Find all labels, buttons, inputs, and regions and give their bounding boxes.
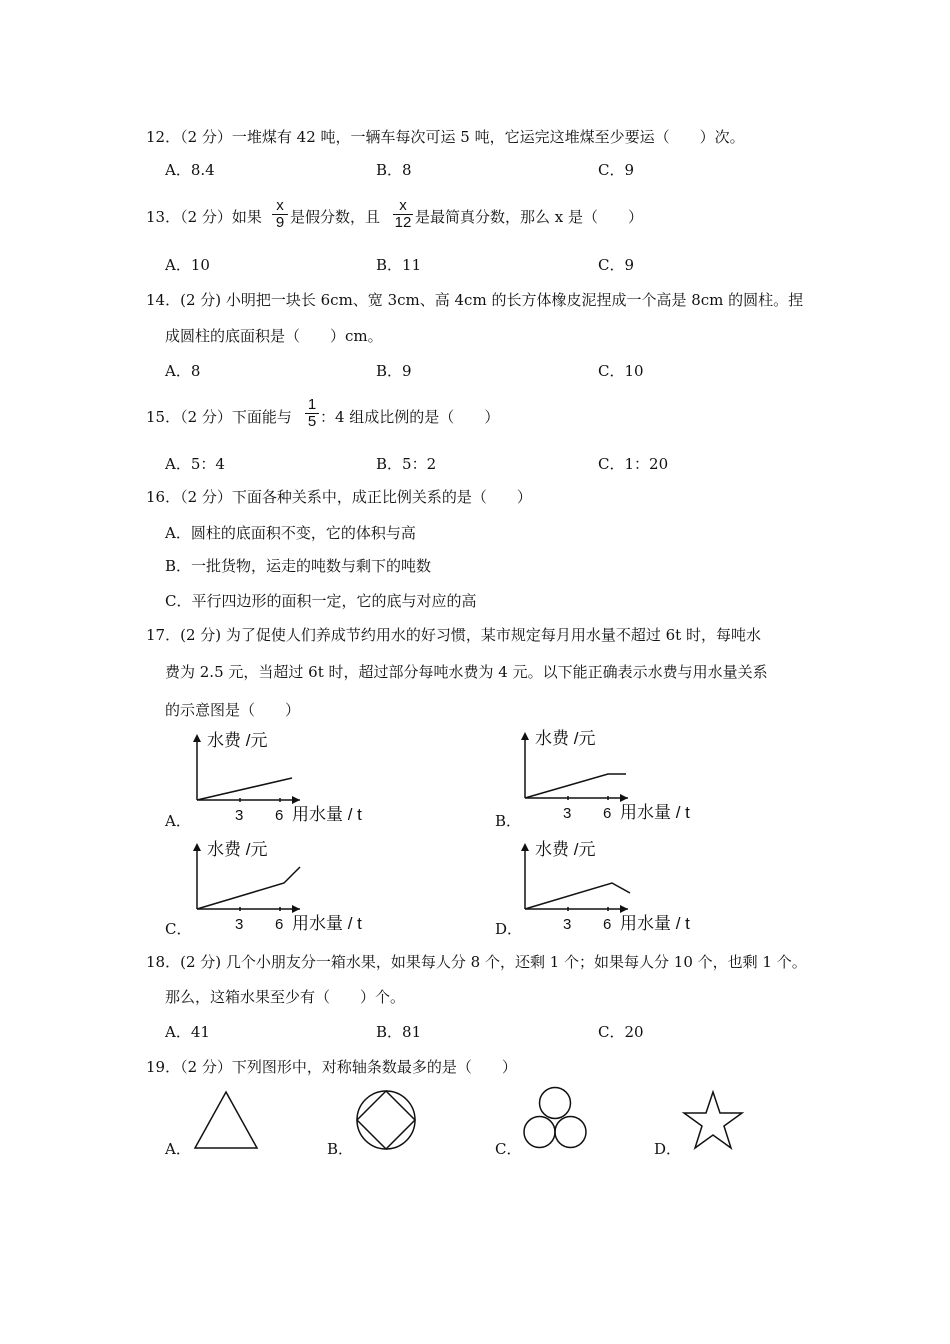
q19-option-a: A． <box>165 1140 191 1158</box>
q13-frac1-num: x <box>276 197 284 214</box>
q15-suffix: ：4 组成比例的是（ ） <box>320 408 500 426</box>
q12-option-c: C．9 <box>598 161 635 179</box>
q13-frac2-den: 12 <box>394 214 412 231</box>
q15-option-c: C．1：20 <box>598 455 669 473</box>
q18-stem-line1: 18．(2 分) 几个小朋友分一箱水果，如果每人分 8 个，还剩 1 个；如果每人分 10 个，也剩 1 个。 <box>146 953 807 971</box>
q13-middle: 是假分数，且 <box>290 208 381 226</box>
star-icon <box>682 1090 744 1150</box>
graph-b-tick-3: 3 <box>563 805 572 822</box>
q18-option-c: C．20 <box>598 1023 644 1041</box>
q14-stem-line2: 成圆柱的底面积是（ ）cm。 <box>165 327 383 345</box>
q13-frac1-den: 9 <box>275 214 285 231</box>
q17-graph-d <box>508 837 708 937</box>
q14-stem-line1: 14．(2 分) 小明把一块长 6cm、宽 3cm、高 4cm 的长方体橡皮泥捏成一个高是 8cm 的圆柱。捏 <box>146 291 804 309</box>
q12-stem: 12．（2 分）一堆煤有 42 吨，一辆车每次可运 5 吨，它运完这堆煤至少要运（ ）次。 <box>146 128 745 146</box>
graph-a-ylabel: 水费 /元 <box>207 731 268 750</box>
q19-option-b: B． <box>327 1140 354 1158</box>
q17-option-c: C． <box>165 920 192 938</box>
q15-option-a: A．5：4 <box>165 455 225 473</box>
q16-option-b: B．一批货物，运走的吨数与剩下的吨数 <box>165 557 432 575</box>
graph-c-tick-6: 6 <box>275 916 284 933</box>
graph-d-tick-3: 3 <box>563 916 572 933</box>
q14-option-b: B．9 <box>376 362 412 380</box>
q15-frac-num: 1 <box>307 396 317 413</box>
q17-graph-c <box>180 837 380 937</box>
three-circles-icon <box>522 1086 588 1150</box>
q17-graph-a <box>180 728 380 828</box>
q16-option-a: A．圆柱的底面积不变，它的体积与高 <box>165 524 416 542</box>
graph-a-tick-3: 3 <box>235 807 244 824</box>
q14-option-c: C．10 <box>598 362 644 380</box>
q19-option-c: C． <box>495 1140 522 1158</box>
q15-option-b: B．5：2 <box>376 455 437 473</box>
q12-option-a: A．8.4 <box>165 161 215 179</box>
q13-prefix: 13．（2 分）如果 <box>146 208 262 226</box>
graph-c-ylabel: 水费 /元 <box>207 840 268 859</box>
q17-option-b: B． <box>495 812 522 830</box>
q17-option-d: D． <box>495 920 523 938</box>
q13-fraction-2 <box>393 199 413 230</box>
q17-graph-b <box>508 726 708 826</box>
graph-b-xlabel: 用水量 / t <box>620 803 690 822</box>
graph-c-tick-3: 3 <box>235 916 244 933</box>
q14-option-a: A．8 <box>165 362 201 380</box>
q15-fraction <box>305 398 319 429</box>
q19-option-d: D． <box>654 1140 682 1158</box>
q18-option-a: A．41 <box>165 1023 210 1041</box>
q16-stem: 16．（2 分）下面各种关系中，成正比例关系的是（ ） <box>146 488 532 506</box>
graph-d-tick-6: 6 <box>603 916 612 933</box>
q13-option-a: A．10 <box>165 256 210 274</box>
graph-a-xlabel: 用水量 / t <box>292 805 362 824</box>
q13-option-b: B．11 <box>376 256 422 274</box>
graph-c-xlabel: 用水量 / t <box>292 914 362 933</box>
q17-option-a: A． <box>165 812 191 830</box>
q13-option-c: C．9 <box>598 256 635 274</box>
q12-option-b: B．8 <box>376 161 412 179</box>
circle-square-icon <box>355 1089 417 1151</box>
q13-frac2-num: x <box>399 197 407 214</box>
q13-suffix: 是最简真分数，那么 x 是（ ） <box>415 208 643 226</box>
q18-option-b: B．81 <box>376 1023 422 1041</box>
q15-frac-den: 5 <box>307 413 317 430</box>
graph-d-xlabel: 用水量 / t <box>620 914 690 933</box>
q18-stem-line2: 那么，这箱水果至少有（ ）个。 <box>165 988 406 1006</box>
q17-stem-line3: 的示意图是（ ） <box>165 701 301 719</box>
q19-stem: 19．（2 分）下列图形中，对称轴条数最多的是（ ） <box>146 1058 517 1076</box>
q16-option-c: C．平行四边形的面积一定，它的底与对应的高 <box>165 592 477 610</box>
triangle-icon <box>193 1090 259 1150</box>
graph-b-ylabel: 水费 /元 <box>535 729 596 748</box>
q13-fraction-1 <box>272 199 288 230</box>
graph-b-tick-6: 6 <box>603 805 612 822</box>
q15-prefix: 15．（2 分）下面能与 <box>146 408 292 426</box>
q17-stem-line2: 费为 2.5 元，当超过 6t 时，超过部分每吨水费为 4 元。以下能正确表示水费与用水量关系 <box>165 663 768 681</box>
q17-stem-line1: 17．(2 分) 为了促使人们养成节约用水的好习惯，某市规定每月用水量不超过 6t 时，每吨水 <box>146 626 761 644</box>
graph-a-tick-6: 6 <box>275 807 284 824</box>
graph-d-ylabel: 水费 /元 <box>535 840 596 859</box>
